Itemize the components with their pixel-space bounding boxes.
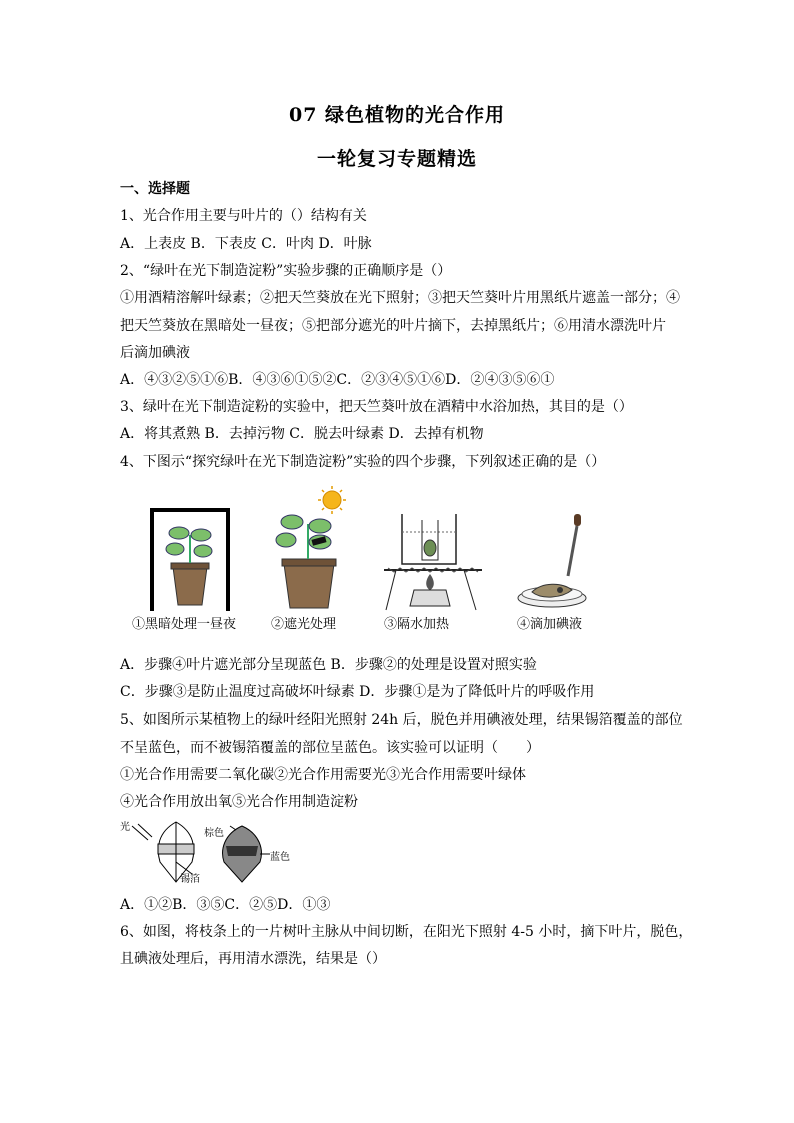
q4-option-line: C．步骤③是防止温度过高破坏叶绿素 D．步骤①是为了降低叶片的呼吸作用	[120, 684, 595, 700]
q1-stem: 1、光合作用主要与叶片的（）结构有关	[120, 208, 367, 224]
dark-treatment-figure	[145, 505, 240, 613]
foil-leaf-figure	[118, 818, 298, 884]
brown-label: 棕色	[204, 828, 224, 839]
foil-label: 锡箔	[180, 874, 200, 885]
q2-step-line: 把天竺葵放在黑暗处一昼夜；⑤把部分遮光的叶片摘下，去掉黑纸片；⑥用清水漂洗叶片	[120, 318, 666, 334]
blue-label: 蓝色	[270, 852, 290, 863]
q4-stem: 4、下图示“探究绿叶在光下制造淀粉”实验的四个步骤，下列叙述正确的是（）	[120, 454, 606, 470]
q3-options: A．将其煮熟 B．去掉污物 C．脱去叶绿素 D．去掉有机物	[120, 426, 484, 442]
q5-stem: 5、如图所示某植物上的绿叶经阳光照射 24h 后，脱色并用碘液处理，结果锡箔覆盖的部位	[120, 712, 683, 728]
q5-stem: 不呈蓝色，而不被锡箔覆盖的部位呈蓝色。该实验可以证明（ ）	[120, 740, 540, 756]
q2-options: A．④③②⑤①⑥B．④③⑥①⑤②C．②③④⑤①⑥D．②④③⑤⑥①	[120, 372, 555, 388]
figure-caption: ③隔水加热	[384, 617, 450, 632]
q2-stem: 2、“绿叶在光下制造淀粉”实验步骤的正确顺序是（）	[120, 263, 452, 279]
water-bath-figure	[378, 510, 488, 613]
document-subtitle: 一轮复习专题精选	[316, 148, 477, 170]
iodine-dropping-figure	[512, 512, 597, 613]
q1-options: A．上表皮 B．下表皮 C．叶肉 D．叶脉	[120, 236, 372, 252]
q6-stem: 6、如图，将枝条上的一片树叶主脉从中间切断，在阳光下照射 4-5 小时，摘下叶片，脱色，	[120, 924, 693, 940]
figure-caption: ②遮光处理	[271, 617, 337, 632]
q5-choices: ①光合作用需要二氧化碳②光合作用需要光③光合作用需要叶绿体	[120, 767, 526, 783]
light-label: 光	[120, 822, 130, 833]
q2-step-line: ①用酒精溶解叶绿素；②把天竺葵放在光下照射；③把天竺葵叶片用黑纸片遮盖一部分；④	[120, 290, 680, 306]
section-heading: 一、选择题	[120, 181, 190, 197]
q3-stem: 3、绿叶在光下制造淀粉的实验中，把天竺葵叶放在酒精中水浴加热，其目的是（）	[120, 399, 633, 415]
q4-option-line: A．步骤④叶片遮光部分呈现蓝色 B．步骤②的处理是设置对照实验	[120, 657, 537, 673]
document-title: 07 绿色植物的光合作用	[288, 104, 506, 126]
q5-options: A．①②B．③⑤C．②⑤D．①③	[120, 897, 331, 913]
shading-treatment-figure	[262, 486, 362, 613]
figure-caption: ④滴加碘液	[517, 617, 583, 632]
q2-step-line: 后滴加碘液	[120, 345, 190, 361]
q6-stem: 且碘液处理后，再用清水漂洗，结果是（）	[120, 951, 386, 967]
q5-choices: ④光合作用放出氧⑤光合作用制造淀粉	[120, 794, 358, 810]
figure-caption: ①黑暗处理一昼夜	[132, 617, 237, 632]
